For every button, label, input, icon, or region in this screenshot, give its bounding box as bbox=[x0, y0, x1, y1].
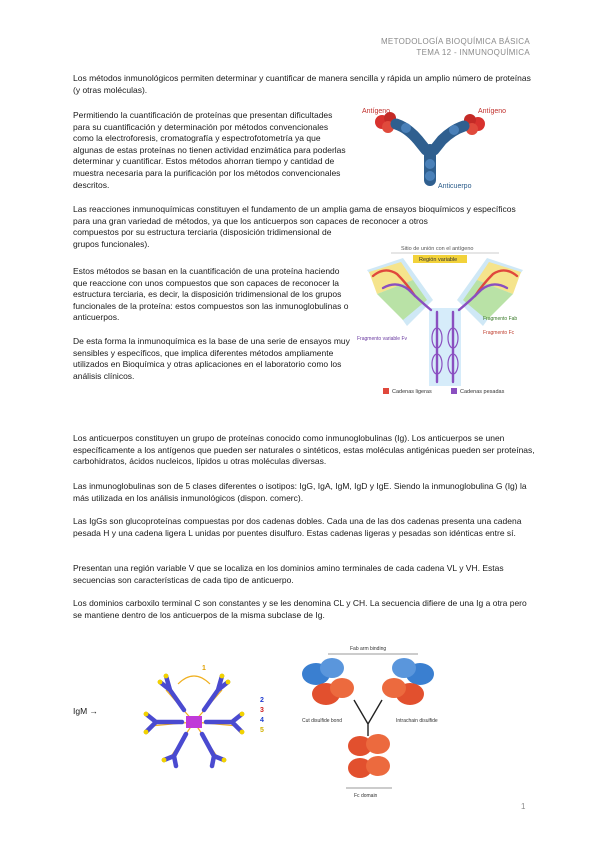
page-header bbox=[381, 36, 530, 58]
fv-label: Fragmento variable Fv bbox=[357, 336, 408, 342]
igm-pentamer-figure bbox=[140, 660, 275, 770]
paragraph-methods-basis: Estos métodos se basan en la cuantificación de una proteína haciendo que reaccione con unos compuestos que son capaces de reconocer la estructura terciaria, es decir, la disposición tridimensional de los grupos funcionales de la proteína: estos compuestos son las inmunoglobulinas o anticuerpos. bbox=[73, 266, 349, 323]
legend-light-swatch bbox=[383, 388, 389, 394]
antibody-domains-fc bbox=[348, 734, 390, 778]
paragraph-reactions-cont: compuestos por su estructura terciaria (disposición tridimensional de grupos funcionales). bbox=[73, 227, 332, 249]
fc-domain-label: Fc domain bbox=[354, 793, 378, 799]
paragraph-intro: Los métodos inmunológicos permiten determinar y cuantificar de manera sencilla y rápida un amplio número de proteínas (y otras moléculas). bbox=[73, 73, 531, 95]
variable-region-label: Región variable bbox=[419, 257, 458, 263]
antibody-antigen-figure bbox=[360, 100, 530, 192]
legend-heavy-swatch bbox=[451, 388, 457, 394]
antibody-domain-figure bbox=[298, 640, 458, 802]
legend-heavy-label: Cadenas pesadas bbox=[460, 389, 505, 395]
igm-number-5: 5 bbox=[260, 727, 264, 734]
paragraph-variable-region: Presentan una región variable V que se localiza en los dominios amino terminales de cada cadena VL y VH. Estas secuencias son características de cada tipo de anticuerpo. bbox=[73, 563, 504, 585]
paragraph-isotypes: Las inmunoglobulinas son de 5 clases diferentes o isotipos: IgG, IgA, IgM, IgD y IgE. Siendo la inmunoglobulina G (Ig) la más utilizada en los análisis inmunológicos (dispon. comerc). bbox=[73, 481, 527, 503]
paragraph-igg: Las IgGs son glucoproteínas compuestas por dos cadenas dobles. Cada una de las dos cadenas presenta una cadena pesada H y una cadena ligera L unidas por puentes disulfuro. Estas cadenas ligeras y pesadas son idénticas entre sí. bbox=[73, 516, 522, 538]
fab-left-region bbox=[367, 258, 433, 326]
igm-number-1: 1 bbox=[202, 665, 206, 672]
disulfide-left-label: Cut disulfide bond bbox=[302, 718, 343, 724]
paragraph-reactions: Las reacciones inmunoquímicas constituyen el fundamento de un amplia gama de ensayos bioquímicos y específicos para una gran variedad de métodos, ya que los anticuerpos son capaces de reconocer a otros bbox=[73, 204, 516, 226]
igm-number-3: 3 bbox=[260, 707, 264, 714]
binding-site-label: Sitio de unión con el antígeno bbox=[401, 246, 474, 252]
antigen-right-label: Antígeno bbox=[478, 108, 507, 115]
fc-label: Fragmento Fc bbox=[483, 330, 515, 336]
course-title: METODOLOGÍA BIOQUÍMICA BÁSICA bbox=[380, 37, 530, 46]
fab-arm-label: Fab arm binding bbox=[350, 646, 387, 652]
paragraph-immunochemistry: De esta forma la inmunoquímica es la base de una serie de ensayos muy sensibles y específicos, que implica diferentes métodos ampliamente utilizados en Bioquímica y otras aplicaciones en el laboratorio como los análisis clínicos. bbox=[73, 336, 350, 381]
igm-label: IgM → bbox=[73, 706, 99, 716]
legend-light-label: Cadenas ligeras bbox=[392, 389, 432, 395]
page-number: 1 bbox=[521, 802, 526, 811]
antibody-label: Anticuerpo bbox=[438, 183, 472, 190]
igm-number-4: 4 bbox=[260, 717, 264, 724]
fc-region bbox=[429, 308, 461, 386]
paragraph-constant-domains: Los dominios carboxilo terminal C son constantes y se les denomina CL y CH. La secuencia difiere de una Ig a otra pero se mantiene dentro de los anticuerpos de la misma subclase de Ig. bbox=[73, 598, 527, 620]
j-chain-icon bbox=[186, 716, 202, 728]
disulfide-right-label: Intrachain disulfide bbox=[396, 718, 438, 724]
antibody-structure-figure bbox=[355, 240, 535, 400]
igm-number-2: 2 bbox=[260, 697, 264, 704]
paragraph-quantification: Permitiendo la cuantificación de proteínas que presentan dificultades para su cuantificación y determinación por métodos convencionales como la electroforesis, cromatografía y espectrofotometría ya que algunas de estas proteínas no tienen actividad enzimática para poderlas determinar y cuantificar. Estos métodos ahorran tiempo y cantidad de muestra necesaria para la purificación por los métodos convencionales descritos. bbox=[73, 110, 346, 190]
topic-title: TEMA 12 - INMUNOQUÍMICA bbox=[416, 48, 530, 57]
antibody-icon bbox=[396, 123, 464, 181]
paragraph-antibodies: Los anticuerpos constituyen un grupo de proteínas conocido como inmunoglobulinas (Ig). Los anticuerpos se unen específicamente a los antígenos que pueden ser naturales o sintéticos, estas moléculas antigénicas pueden ser proteínas, carbohidratos, ácidos nucleicos, lípidos u otras moléculas diversas. bbox=[73, 433, 535, 467]
antigen-left-label: Antígeno bbox=[362, 108, 391, 115]
antibody-domains-right bbox=[382, 658, 434, 705]
fab-label: Fragmento Fab bbox=[483, 316, 518, 322]
antibody-domains-left bbox=[302, 658, 354, 705]
